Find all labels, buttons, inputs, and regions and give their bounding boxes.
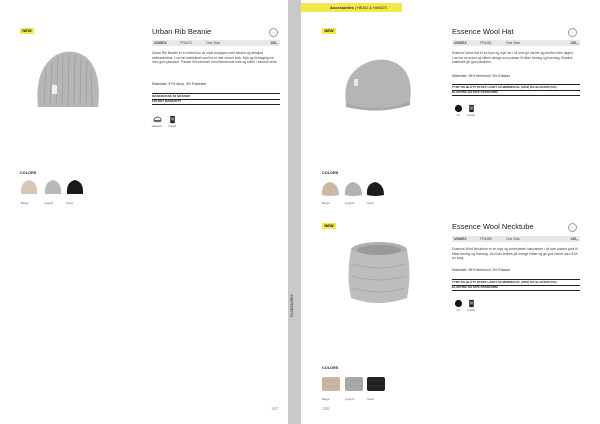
product-description: Urban Rib Beanie er en ribbet lue av mykt acrylgarn med tekstur og detaljert strikkestruktur. Lua har rettstrikket kant for et mer urbant look. Myk og behagelig lue med god passform. Passer fint sammen med tilsvarende hals og votter i samme serie. bbox=[152, 51, 278, 65]
feature-line: FOLDET MANSJETT bbox=[152, 99, 280, 105]
more-options-button[interactable]: ··· bbox=[269, 28, 278, 37]
sku-size: One Size bbox=[506, 237, 520, 241]
swatch-label: Lysgrå bbox=[345, 397, 354, 401]
product-title: Essence Wool Hat bbox=[452, 27, 514, 36]
color-swatch-black[interactable] bbox=[66, 178, 84, 195]
feature-line: MASKINVASK 30 GRADER bbox=[152, 93, 280, 100]
sku-price: 135,- bbox=[570, 41, 578, 45]
product-material: Materiale: 95% Merinoull, 5% Elastan bbox=[452, 74, 511, 78]
sku-bar bbox=[452, 236, 580, 242]
product-title: Urban Rib Beanie bbox=[152, 27, 212, 36]
more-options-button[interactable]: ··· bbox=[568, 28, 577, 37]
more-options-button[interactable]: ··· bbox=[568, 223, 577, 232]
page-number-left: 187 bbox=[271, 406, 279, 411]
category-section: Accessories bbox=[330, 5, 354, 10]
cert-label: Ull bbox=[456, 114, 460, 117]
swatch-label: Svart bbox=[367, 397, 375, 401]
sku-bar bbox=[452, 40, 580, 46]
swatch-label: Lysgrå bbox=[345, 201, 354, 205]
product-description: Essence Wool Necktube er en myk og komfortabel halsvarmer i ull som passer godt til både trening og hverdag. Den kan brukes på mange måter og gir god varme uten å bli for tung. bbox=[452, 247, 578, 261]
feature-line: ELASTISK OG MYK PASSFORM bbox=[452, 90, 580, 96]
wool-icon bbox=[454, 104, 463, 113]
sku-price: 135,- bbox=[570, 237, 578, 241]
new-badge: NEW bbox=[322, 28, 336, 34]
color-swatch-black[interactable] bbox=[366, 376, 386, 392]
color-swatch-beige[interactable] bbox=[20, 178, 38, 195]
label-icon bbox=[467, 299, 476, 308]
swatch-label: Beige bbox=[322, 201, 330, 205]
product-image-necktube bbox=[344, 240, 414, 308]
feature-line: TYNT OG BLÅTT STOFF LAVET AV MERINOULL (95%) OG ELASTAN (5%) bbox=[452, 84, 580, 91]
product-material: Materiale: 95% Merinoull, 5% Elastan bbox=[452, 268, 511, 272]
cert-label: Ull bbox=[456, 309, 460, 312]
swatch-label: Svart bbox=[66, 201, 74, 205]
product-material: Materiale: 97% Akryl, 3% Polyester bbox=[152, 82, 207, 86]
category-tab[interactable]: Accessories | HEAD & HANDS bbox=[301, 3, 402, 12]
label-icon bbox=[467, 104, 476, 113]
wash-icon bbox=[153, 115, 162, 124]
label-icon bbox=[168, 115, 177, 124]
swatch-label: Beige bbox=[21, 201, 29, 205]
sku-gender: UNISEX bbox=[454, 41, 467, 45]
feature-line: TYNT OG BLÅTT STOFF LAVET AV MERINOULL (95%) OG ELASTAN (5%) bbox=[452, 279, 580, 286]
product-image-wool-hat bbox=[340, 55, 416, 113]
sku-size: One Size bbox=[506, 41, 520, 45]
swatch-label: Svart bbox=[367, 201, 375, 205]
product-image-beanie bbox=[28, 47, 106, 115]
swatch-label: Lysgrå bbox=[44, 201, 53, 205]
new-badge: NEW bbox=[322, 223, 336, 229]
colors-heading: COLORS bbox=[20, 171, 37, 175]
color-swatch-beige[interactable] bbox=[321, 180, 340, 197]
color-swatch-grey[interactable] bbox=[344, 180, 363, 197]
new-badge: NEW bbox=[20, 28, 34, 34]
cert-label: Innhold bbox=[467, 309, 475, 312]
swatch-label: Beige bbox=[322, 397, 330, 401]
sku-price: 165,- bbox=[270, 41, 278, 45]
category-sub: HEAD & HANDS bbox=[356, 5, 387, 10]
gutter-section-label: Accessories bbox=[289, 294, 294, 318]
feature-line: ELASTISK OG MYK PASSFORM bbox=[452, 285, 580, 291]
sku-size: One Size bbox=[206, 41, 220, 45]
sku-gender: UNISEX bbox=[454, 237, 467, 241]
product-description: Essence Wool Hat er en tynn og myk lue i ull som gir varme og komfort hele dagen. Lua har en enkel og stilren design som passer til både trening og hverdag. Elastisk materiale gir god passform. bbox=[452, 51, 574, 65]
color-swatch-black[interactable] bbox=[366, 180, 385, 197]
product-title: Essence Wool Necktube bbox=[452, 222, 534, 231]
cert-label: Vaskeanv. bbox=[151, 125, 163, 128]
cert-label: Innhold bbox=[467, 114, 475, 117]
cert-label: Innhold bbox=[168, 125, 176, 128]
color-swatch-grey[interactable] bbox=[344, 376, 364, 392]
color-swatch-beige[interactable] bbox=[321, 376, 341, 392]
wool-icon bbox=[454, 299, 463, 308]
sku-bar bbox=[152, 40, 280, 46]
sku-gender: UNISEX bbox=[154, 41, 167, 45]
page-number-right: 188 bbox=[322, 406, 330, 411]
sku-code: FF6451 bbox=[480, 41, 492, 45]
sku-code: FF6455 bbox=[480, 237, 492, 241]
color-swatch-grey[interactable] bbox=[44, 178, 62, 195]
colors-heading: COLORS bbox=[322, 171, 339, 175]
sku-code: FF6470 bbox=[180, 41, 192, 45]
colors-heading: COLORS bbox=[322, 366, 339, 370]
page-gutter bbox=[288, 0, 301, 424]
